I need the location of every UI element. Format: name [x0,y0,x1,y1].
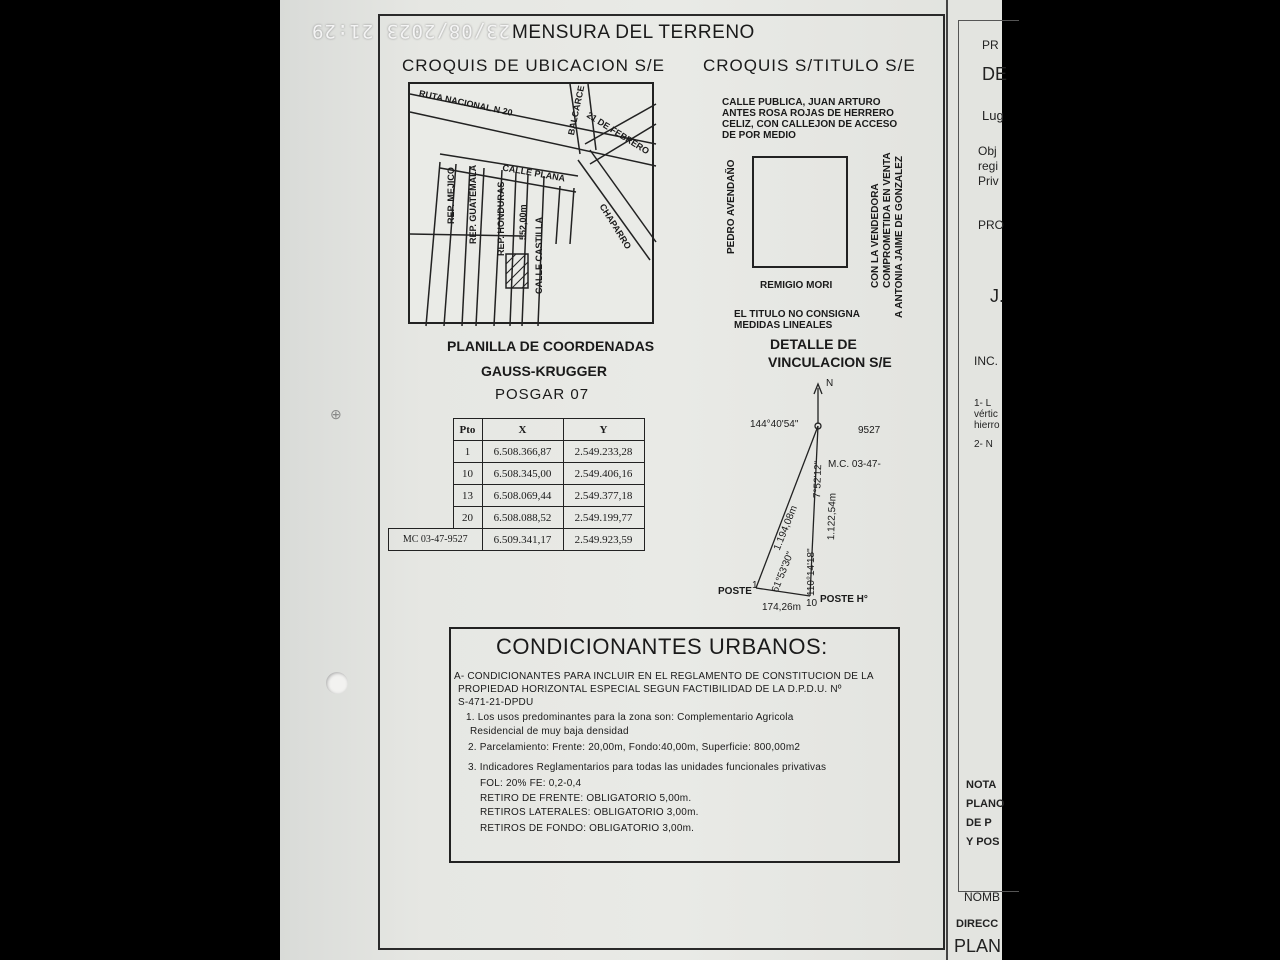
map-label-castilla-text: CALLE CASTILLA [534,217,544,294]
adj-obj [978,144,999,189]
table-cell-x: 6.508.345,00 [482,463,563,485]
table-cell-y: 2.549.406,16 [563,463,644,485]
adj-direc: DIRECC [956,918,999,930]
adj-lug: Lug [982,108,1004,123]
angle-right: 110°14'18" [806,548,817,596]
adj-plan: PLAN [954,936,1002,956]
poste-left: POSTE [718,586,752,597]
map-label-febrero: 21 DE FEBRERO [585,109,652,157]
titulo-parcel-sketch [752,156,848,268]
table-row [389,463,645,485]
angle-top: 144°40'54" [750,419,799,430]
page-title: MENSURA DEL TERRENO [512,22,755,43]
table-row [389,419,645,441]
table-cell-pto: 1 [453,441,482,463]
detalle-title: DETALLE DE [770,336,857,352]
table-cell-x: 6.508.088,52 [482,507,563,529]
adj-note-line: 1- L [974,398,992,409]
croquis-ubicacion-title: CROQUIS DE UBICACION S/E [402,56,665,75]
map-label-mejico-text: REP. MEJICO [446,167,456,224]
planilla-subtitle: GAUSS-KRUGGER [481,363,608,379]
titulo-note-top-line: ANTES ROSA ROJAS DE HERRERO [722,108,894,119]
point-10-label: 10 [806,598,818,609]
table-row [389,529,645,551]
item-1-line: 1. Los usos predominantes para la zona son: Complementario Agricola [466,712,794,723]
table-spacer [389,419,454,441]
adj-pro: PRO [978,218,1005,232]
table-cell-y: 2.549.377,18 [563,485,644,507]
table-row [389,507,645,529]
table-row [389,441,645,463]
coordinates-grid [388,418,645,551]
intro-line: S-471-21-DPDU [458,697,534,708]
titulo-note-top-line: CALLE PUBLICA, JUAN ARTURO [722,97,881,108]
adj-obj-line: Priv [978,174,999,188]
punch-hole [326,672,348,694]
condicionantes-retiros-laterales: RETIROS LATERALES: OBLIGATORIO 3,00m. [480,807,699,818]
condicionantes-retiro-frente: RETIRO DE FRENTE: OBLIGATORIO 5,00m. [480,793,692,804]
titulo-no-medidas [734,309,860,331]
table-cell-y: 2.549.923,59 [563,529,644,551]
intro-line: PROPIEDAD HORIZONTAL ESPECIAL SEGUN FACTIBILIDAD DE LA D.P.D.U. Nº [458,684,842,695]
adj-nota-line: PLANO [966,798,1005,810]
table-cell-y: 2.549.233,28 [563,441,644,463]
condicionantes-item-2: 2. Parcelamiento: Frente: 20,00m, Fondo:40,00m, Superficie: 800,00m2 [468,742,801,753]
map-label-distance-text: 552,00m [518,204,528,240]
adj-obj-line: regi [978,159,999,173]
titulo-note-left: PEDRO AVENDAÑO [726,159,737,254]
titulo-note-right-line: A ANTONIA JAIME DE GONZALEZ [894,155,905,318]
intro-line: A- CONDICIONANTES PARA INCLUIR EN EL REGLAMENTO DE CONSTITUCION DE LA [454,671,874,682]
map-label-honduras-text: REP. HONDURAS [496,181,506,256]
adj-pr: PR [982,38,999,52]
table-cell-x: 6.508.069,44 [482,485,563,507]
titulo-no-medidas-line: EL TITULO NO CONSIGNA [734,309,860,320]
photo-timestamp: 23/08/2023 21:29 [311,20,511,42]
titulo-note-bottom: REMIGIO MORI [760,280,833,291]
condicionantes-item-3: 3. Indicadores Reglamentarios para todas las unidades funcionales privativas [468,762,827,773]
map-label-balcarce: BALCARCE [566,84,587,137]
titulo-note-top-line: CELIZ, CON CALLEJON DE ACCESO [722,119,898,130]
mc-label: M.C. 03-47- [828,459,881,470]
side-1-10 [756,588,810,596]
planilla-title: PLANILLA DE COORDENADAS [447,338,655,354]
table-spacer [389,485,454,507]
point-id: 9527 [858,425,881,436]
adj-notes [974,398,1000,450]
angle-left: 61°53'30" [770,550,797,595]
condicionantes-intro [454,670,874,709]
adj-de: DE [982,64,1008,84]
adj-note-line: vértic [974,409,998,420]
condicionantes-item-1 [466,711,793,739]
map-label-guatemala-text: REP. GUATEMALA [468,164,478,244]
croquis-titulo-title: CROQUIS S/TITULO S/E [703,56,916,75]
adj-note-line: 2- N [974,439,993,450]
titulo-note-top-line: DE POR MEDIO [722,130,796,141]
adj-nota [966,776,1005,852]
punch-mark: ⊕ [330,406,342,422]
table-cell-x: 6.508.366,87 [482,441,563,463]
len-left: 1.194,08m [772,504,800,553]
table-spacer [389,463,454,485]
table-cell-pto: 10 [453,463,482,485]
table-cell-pto: 13 [453,485,482,507]
condicionantes-title: CONDICIONANTES URBANOS: [496,634,828,659]
table-cell-y: 2.549.199,77 [563,507,644,529]
titulo-note-right-line: COMPROMETIDA EN VENTA [882,152,893,288]
point-1-label: 1 [752,580,758,591]
len-bottom: 174,26m [762,602,801,613]
adjacent-sheet [946,0,1008,960]
map-label-ruta: RUTA NACIONAL N 20 [418,88,514,118]
map-label-calle-plana: CALLE PLANA [501,162,566,184]
adj-inc: INC. [974,354,998,368]
table-header-x: X [482,419,563,441]
planilla-datum: POSGAR 07 [495,386,590,403]
adj-j: J. [990,286,1005,306]
adj-note-line: hierro [974,420,1000,431]
condicionantes-fol: FOL: 20% FE: 0,2-0,4 [480,778,582,789]
table-cell-pto: 20 [453,507,482,529]
table-cell-pto: MC 03-47-9527 [389,529,483,551]
adj-nota-line: Y POS [966,836,1000,848]
table-spacer [389,507,454,529]
titulo-no-medidas-line: MEDIDAS LINEALES [734,320,833,331]
table-header-y: Y [563,419,644,441]
location-map [408,82,654,324]
adj-obj-line: Obj [978,144,997,158]
item-1-line: Residencial de muy baja densidad [470,726,629,737]
adj-nota-line: NOTA [966,779,997,791]
table-row [389,485,645,507]
titulo-note-right-line: CON LA VENDEDORA [870,183,881,288]
condicionantes-retiros-fondo: RETIROS DE FONDO: OBLIGATORIO 3,00m. [480,823,695,834]
poste-right: POSTE H° [820,594,868,605]
table-cell-x: 6.509.341,17 [482,529,563,551]
angle-mid: 7°52'12" [812,460,825,499]
adj-nomb: NOMB [964,890,1000,904]
len-right: 1.122,54m [826,492,839,541]
detalle-subtitle: VINCULACION S/E [768,354,892,370]
table-header-pto: Pto [453,419,482,441]
table-spacer [389,441,454,463]
map-label-chaparro: CHAPARRO [597,202,634,251]
adj-nota-line: DE P [966,817,992,829]
titulo-note-top [722,97,897,141]
north-label: N [826,378,834,389]
